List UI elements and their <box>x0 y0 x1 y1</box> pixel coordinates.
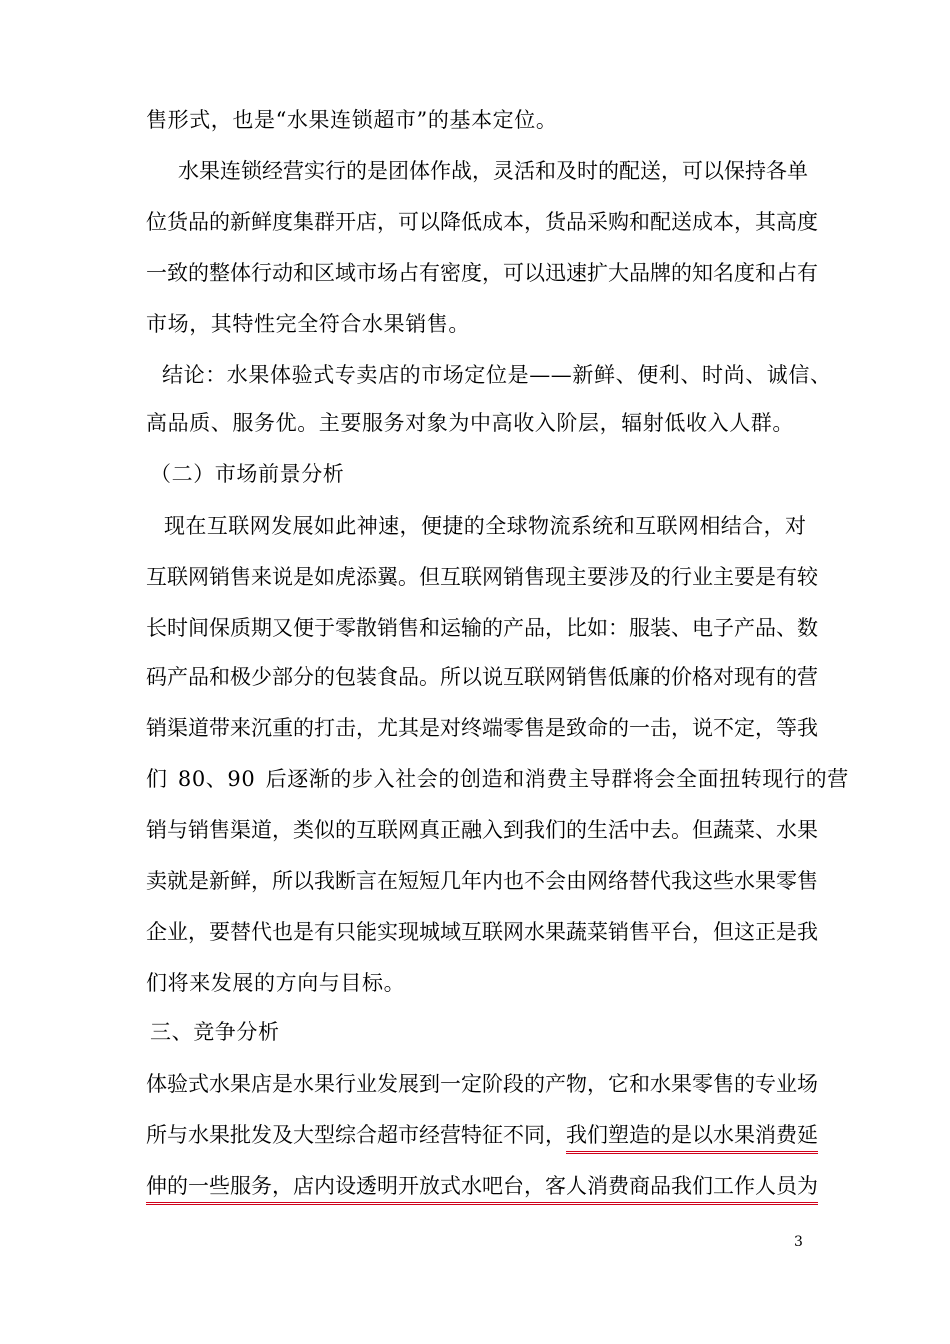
text-line: 码产品和极少部分的包装食品。所以说互联网销售低廉的价格对现有的营 <box>146 665 818 689</box>
text-line: 高品质、服务优。主要服务对象为中高收入阶层，辐射低收入人群。 <box>146 411 794 435</box>
text-line-highlight <box>146 1121 818 1154</box>
text-line: 水果连锁经营实行的是团体作战，灵活和及时的配送，可以保持各单 <box>178 159 808 183</box>
text-line: 位货品的新鲜度集群开店，可以降低成本，货品采购和配送成本，其高度 <box>146 210 818 234</box>
conclusion-line: 结论：水果体验式专卖店的市场定位是——新鲜、便利、时尚、诚信、 <box>162 363 832 387</box>
text-line: 一致的整体行动和区域市场占有密度，可以迅速扩大品牌的知名度和占有 <box>146 261 818 285</box>
text-line: 销渠道带来沉重的打击，尤其是对终端零售是致命的一击，说不定，等我 <box>146 716 818 740</box>
section-heading: （二）市场前景分析 <box>150 462 345 486</box>
section-heading: 三、竞争分析 <box>150 1020 280 1044</box>
text-line: 们 80、90 后逐渐的步入社会的创造和消费主导群将会全面扭转现行的营 <box>146 767 849 791</box>
underlined-text: 我们塑造的是以水果消费延 <box>566 1122 818 1154</box>
text-line: 市场，其特性完全符合水果销售。 <box>146 312 470 336</box>
text-line: 长时间保质期又便于零散销售和运输的产品，比如：服装、电子产品、数 <box>146 616 818 640</box>
text-line: 体验式水果店是水果行业发展到一定阶段的产物，它和水果零售的专业场 <box>146 1072 818 1096</box>
text-line: 现在互联网发展如此神速，便捷的全球物流系统和互联网相结合，对 <box>164 514 806 538</box>
text-line: 卖就是新鲜，所以我断言在短短几年内也不会由网络替代我这些水果零售 <box>146 869 818 893</box>
text-line: 们将来发展的方向与目标。 <box>146 971 406 995</box>
page-number: 3 <box>794 1234 803 1250</box>
underlined-text: 伸的一些服务，店内设透明开放式水吧台，客人消费商品我们工作人员为 <box>146 1173 818 1205</box>
text-line-highlight <box>146 1172 818 1205</box>
text-line: 售形式，也是“水果连锁超市”的基本定位。 <box>146 108 558 132</box>
text-line: 销与销售渠道，类似的互联网真正融入到我们的生活中去。但蔬菜、水果 <box>146 818 818 842</box>
text-line: 互联网销售来说是如虎添翼。但互联网销售现主要涉及的行业主要是有较 <box>146 565 818 589</box>
text-plain: 所与水果批发及大型综合超市经营特征不同， <box>146 1123 566 1147</box>
text-line: 企业，要替代也是有只能实现城域互联网水果蔬菜销售平台，但这正是我 <box>146 920 818 944</box>
